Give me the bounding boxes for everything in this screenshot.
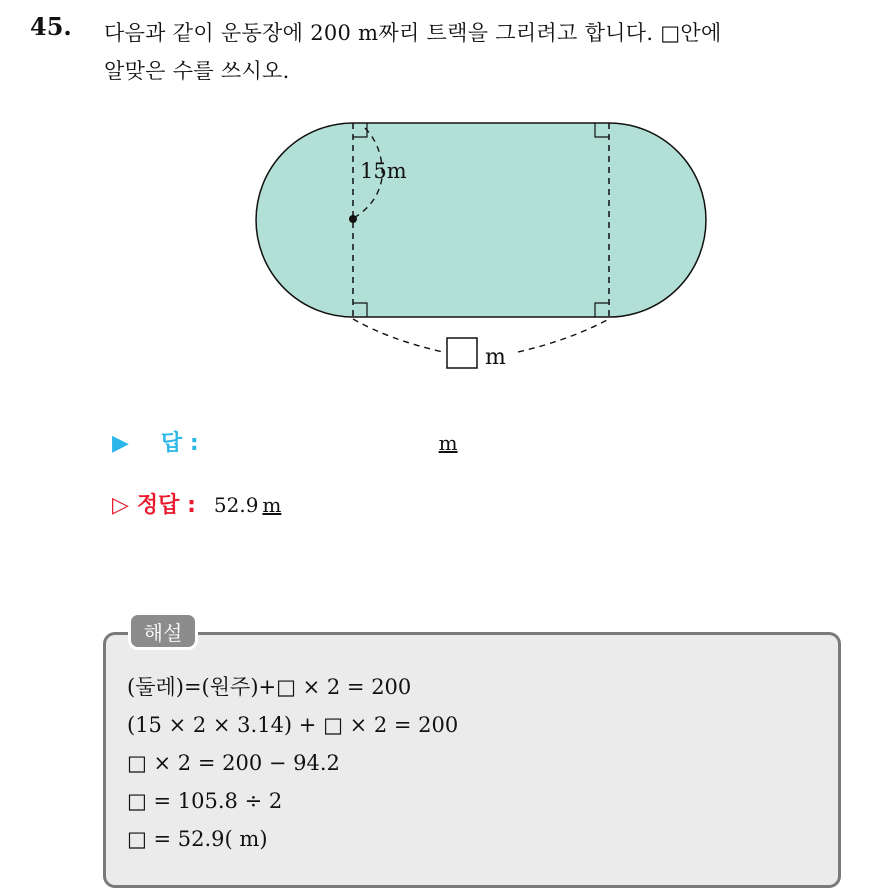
- track-figure: [240, 108, 720, 388]
- correct-value: 52.9: [213, 493, 259, 517]
- question-text: [104, 14, 864, 90]
- solution-line: □ = 52.9( m): [127, 827, 268, 851]
- answer-row: [112, 426, 458, 457]
- solution-line: (둘레)=(원주)+□ × 2 = 200: [127, 675, 412, 699]
- answer-arrow-icon: ▶: [112, 431, 129, 456]
- answer-label: 답 :: [160, 431, 199, 456]
- radius-label: 15m: [360, 159, 407, 183]
- solution-lines: [127, 668, 458, 858]
- solution-line: □ = 105.8 ÷ 2: [127, 789, 283, 813]
- track-shape: [256, 123, 706, 317]
- answer-unit: m: [438, 431, 458, 455]
- blank-unit: m: [485, 345, 506, 370]
- question-line-2: 알맞은 수를 쓰시오.: [104, 59, 290, 83]
- blank-box: [447, 338, 477, 368]
- solution-tag: 해설: [128, 612, 198, 650]
- correct-label: 정답 :: [136, 493, 196, 518]
- length-bracket-right: [518, 319, 609, 352]
- question-number: 45.: [30, 12, 72, 41]
- solution-line: (15 × 2 × 3.14) + □ × 2 = 200: [127, 713, 459, 737]
- length-bracket-left: [353, 319, 443, 352]
- question-line-1: 다음과 같이 운동장에 200 m짜리 트랙을 그리려고 합니다. □안에: [104, 21, 722, 45]
- correct-arrow-icon: ▷: [112, 493, 129, 518]
- solution-line: □ × 2 = 200 − 94.2: [127, 751, 340, 775]
- correct-answer-row: [112, 488, 281, 519]
- correct-unit: m: [262, 493, 282, 517]
